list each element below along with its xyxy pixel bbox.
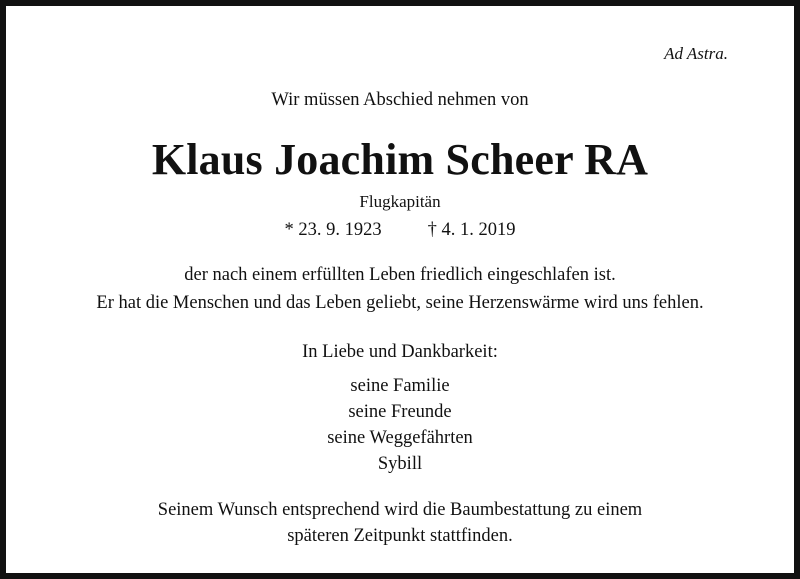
- deceased-name: Klaus Joachim Scheer RA: [151, 135, 649, 184]
- mourner-friends: seine Freunde: [348, 402, 452, 422]
- mourner-companions: seine Weggefährten: [327, 428, 473, 448]
- message-line-2: Er hat die Menschen und das Leben geliebt, seine Herzenswärme wird uns fehlen.: [96, 293, 704, 313]
- intro-text: Wir müssen Abschied nehmen von: [271, 90, 529, 110]
- birth-date: * 23. 9. 1923: [284, 220, 382, 240]
- mourner-family: seine Familie: [350, 376, 450, 396]
- burial-note-line-2: späteren Zeitpunkt stattfinden.: [287, 526, 513, 546]
- death-date: † 4. 1. 2019: [427, 220, 516, 240]
- motto: Ad Astra.: [664, 44, 728, 63]
- message-line-1: der nach einem erfüllten Leben friedlich eingeschlafen ist.: [184, 265, 616, 285]
- profession: Flugkapitän: [359, 192, 441, 211]
- mourner-sybill: Sybill: [377, 454, 423, 474]
- burial-note-line-1: Seinem Wunsch entsprechend wird die Baumbestattung zu einem: [157, 500, 643, 520]
- closing-text: In Liebe und Dankbarkeit:: [302, 342, 498, 362]
- life-dates: [6, 220, 794, 241]
